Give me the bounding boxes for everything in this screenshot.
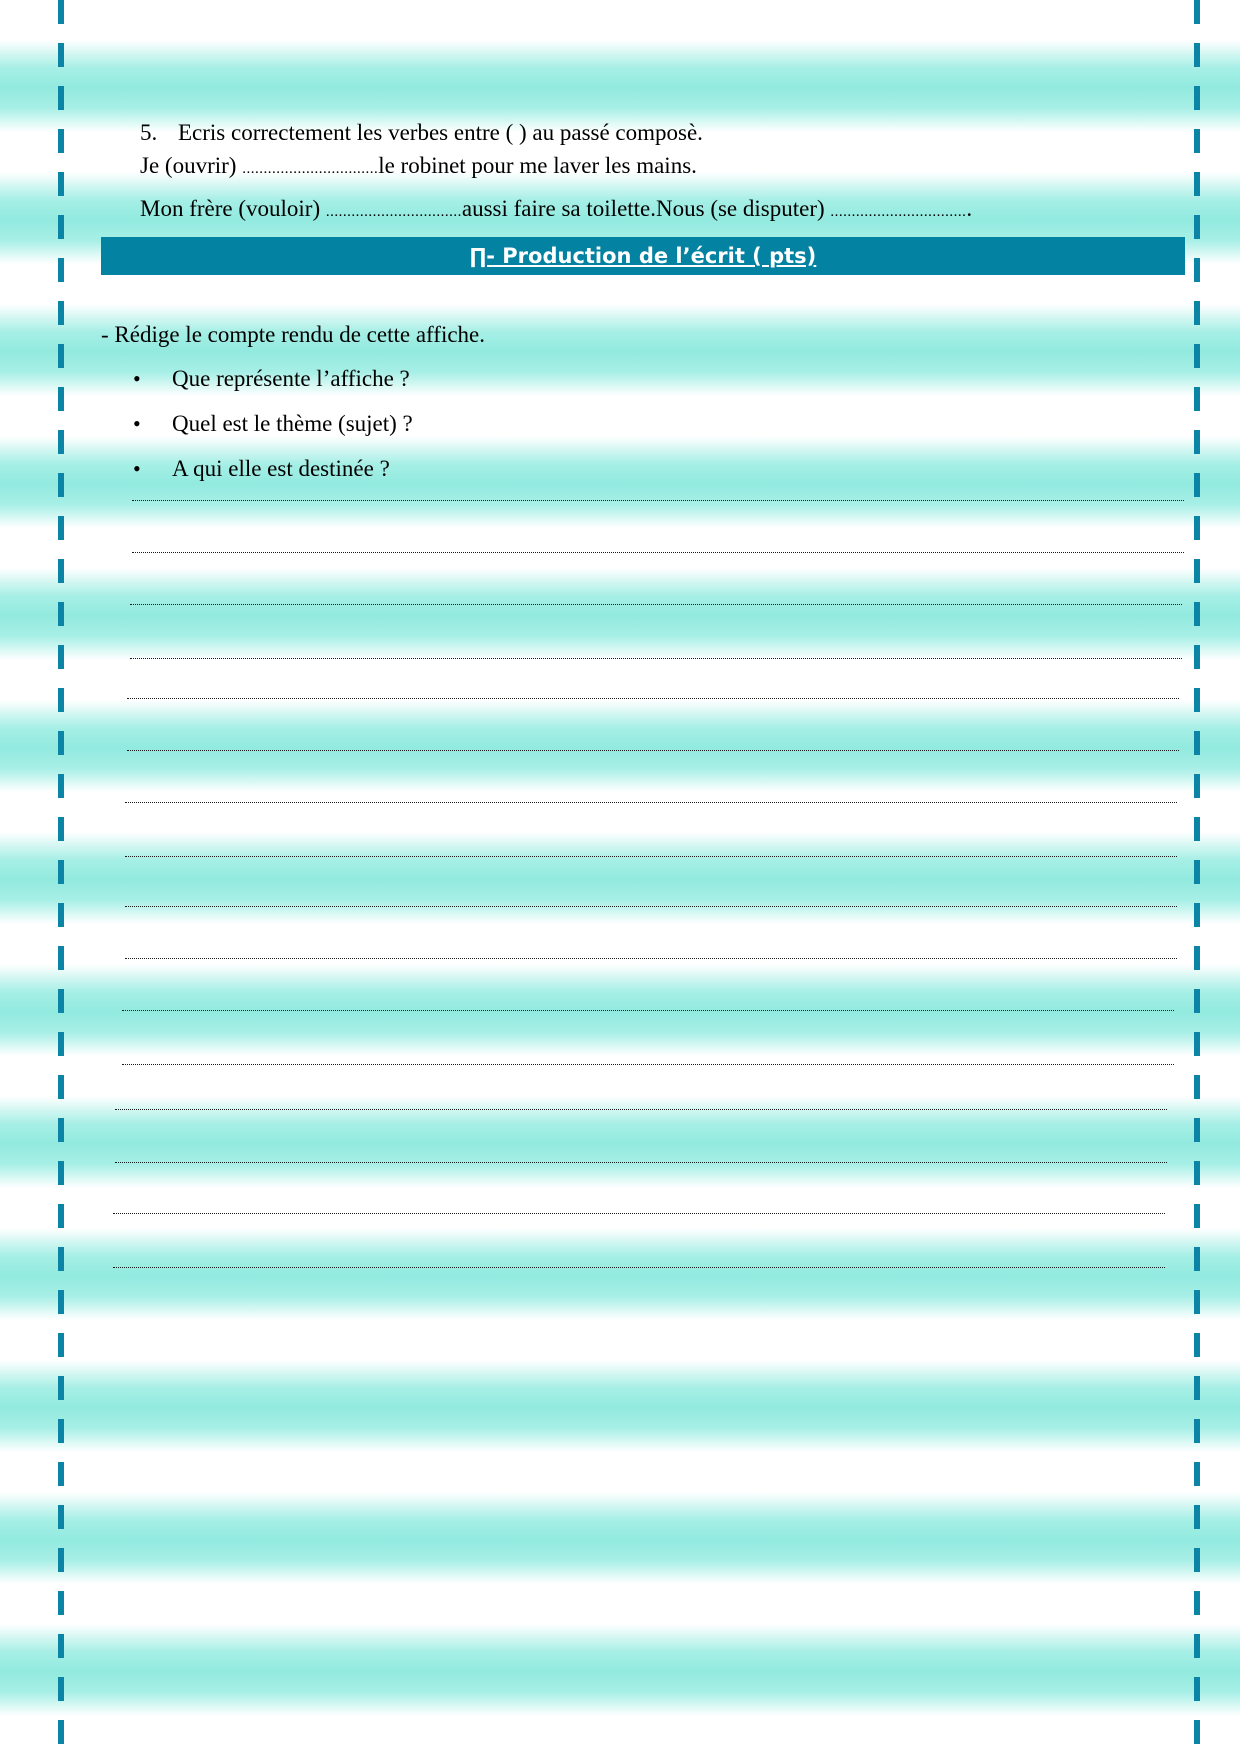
writing-line[interactable] xyxy=(113,1267,1165,1268)
writing-line[interactable] xyxy=(122,1064,1174,1065)
section-header-band xyxy=(101,237,1185,275)
question-item xyxy=(133,454,390,484)
writing-line[interactable] xyxy=(115,1162,1167,1163)
question-item xyxy=(133,409,413,439)
exercise-instruction-text: Ecris correctement les verbes entre ( ) au passé composè. xyxy=(178,120,703,145)
bullet-icon: • xyxy=(133,411,141,436)
writing-line[interactable] xyxy=(130,658,1182,659)
writing-line[interactable] xyxy=(122,1010,1174,1011)
blank-se-disputer: ................................ xyxy=(830,204,967,220)
writing-line[interactable] xyxy=(127,750,1179,751)
writing-line[interactable] xyxy=(125,906,1177,907)
sentence-2-middle: aussi faire sa toilette.Nous (se disputer) xyxy=(461,196,831,221)
sentence-1-before: Je (ouvrir) xyxy=(140,153,243,178)
question-text: A qui elle est destinée ? xyxy=(172,456,390,481)
writing-line[interactable] xyxy=(132,552,1184,553)
bullet-icon: • xyxy=(133,456,141,481)
blank-vouloir: ................................ xyxy=(325,204,462,220)
section-title: ∏- Production de l’écrit ( pts) xyxy=(469,244,817,268)
right-dashed-border xyxy=(1194,0,1200,1754)
production-instruction: - Rédige le compte rendu de cette affiche. xyxy=(101,322,486,347)
blank-ouvrir: ................................ xyxy=(242,161,379,177)
exercise-5-instruction xyxy=(140,118,703,148)
exercise-number: 5. xyxy=(140,120,158,145)
question-text: Quel est le thème (sujet) ? xyxy=(172,411,413,436)
sentence-2-end: . xyxy=(966,196,973,221)
writing-line[interactable] xyxy=(127,698,1179,699)
writing-line[interactable] xyxy=(125,802,1177,803)
question-item xyxy=(133,364,410,394)
writing-line[interactable] xyxy=(113,1213,1165,1214)
sentence-2-before: Mon frère (vouloir) xyxy=(140,196,326,221)
sentence-1-after: le robinet pour me laver les mains. xyxy=(378,153,697,178)
bullet-icon: • xyxy=(133,366,141,391)
writing-line[interactable] xyxy=(130,604,1182,605)
sentence-2 xyxy=(140,194,972,227)
sentence-1 xyxy=(140,151,697,184)
writing-line[interactable] xyxy=(132,500,1184,501)
writing-line[interactable] xyxy=(125,856,1177,857)
question-text: Que représente l’affiche ? xyxy=(172,366,410,391)
writing-line[interactable] xyxy=(125,958,1177,959)
writing-line[interactable] xyxy=(115,1109,1167,1110)
left-dashed-border xyxy=(58,0,64,1754)
